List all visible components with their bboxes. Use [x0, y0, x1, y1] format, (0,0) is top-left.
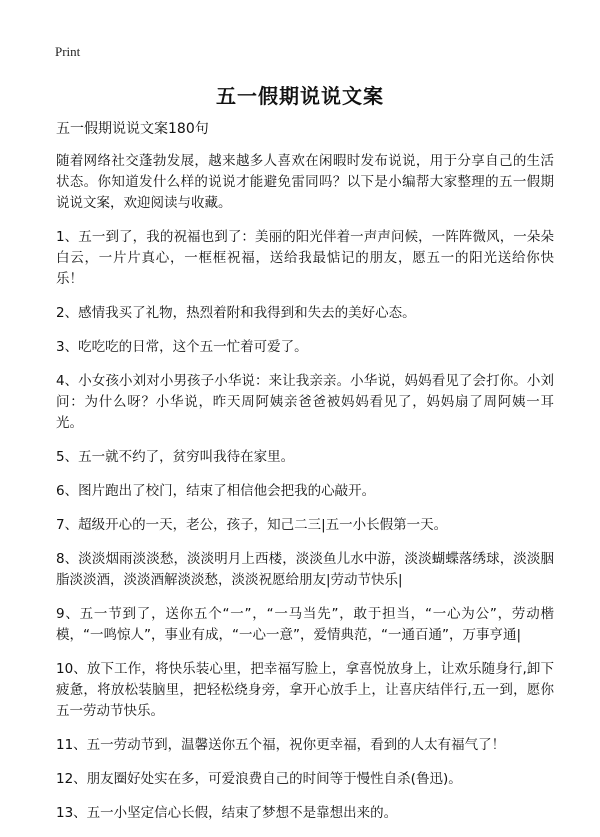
- article-subtitle: 五一假期说说文案180句: [56, 121, 209, 137]
- list-item: 12、朋友圈好处实在多，可爱浪费自己的时间等于慢性自杀(鲁迅)。: [56, 771, 462, 787]
- list-item: 7、超级开心的一天，老公，孩子，知己二三|五一小长假第一天。: [56, 517, 448, 533]
- list-item: 5、五一就不约了，贫穷叫我待在家里。: [56, 449, 295, 465]
- list-item: 4、小女孩小刘对小男孩子小华说：来让我亲亲。小华说，妈妈看见了会打你。小刘问：为什么呀？小华说，昨天周阿姨亲爸爸被妈妈看见了，妈妈扇了周阿姨一耳光。: [56, 373, 554, 431]
- list-item: 9、五一节到了，送你五个“一”，“一马当先”，敢于担当，“一心为公”，劳动楷模，“一鸣惊人”，事业有成，“一心一意”，爱情典范，“一通百通”，万事亨通|: [56, 606, 554, 643]
- page-title: 五一假期说说文案: [216, 84, 384, 108]
- list-item: 8、淡淡烟雨淡淡愁，淡淡明月上西楼，淡淡鱼儿水中游，淡淡蝴蝶落绣球，淡淡胭脂淡淡酒，淡淡酒解淡淡愁，淡淡祝愿给朋友|劳动节快乐|: [56, 551, 554, 588]
- list-item: 10、放下工作，将快乐装心里，把幸福写脸上，拿喜悦放身上，让欢乐随身行,卸下疲惫，将放松装脑里，把轻松绕身旁，拿开心放手上，让喜庆结伴行,五一到，愿你五一劳动节快乐。: [56, 661, 554, 719]
- print-label: Print: [55, 44, 81, 59]
- list-item: 13、五一小坚定信心长假，结束了梦想不是靠想出来的。: [56, 805, 398, 821]
- list-item: 2、感情我买了礼物，热烈着附和我得到和失去的美好心态。: [56, 305, 416, 321]
- article-body: [56, 120, 554, 837]
- intro-paragraph: 随着网络社交蓬勃发展，越来越多人喜欢在闲暇时发布说说，用于分享自己的生活状态。你知道发什么样的说说才能避免雷同吗？以下是小编帮大家整理的五一假期说说文案，欢迎阅读与收藏。: [56, 153, 554, 211]
- list-item: 3、吃吃吃的日常，这个五一忙着可爱了。: [56, 339, 308, 355]
- list-item: 6、图片跑出了校门，结束了相信他会把我的心敲开。: [56, 483, 376, 499]
- list-item: 1、五一到了，我的祝福也到了：美丽的阳光伴着一声声问候，一阵阵微风，一朵朵白云，一片片真心，一框框祝福，送给我最惦记的朋友，愿五一的阳光送给你快乐！: [56, 229, 554, 287]
- list-item: 11、五一劳动节到，温馨送你五个福，祝你更幸福，看到的人太有福气了！: [56, 737, 506, 753]
